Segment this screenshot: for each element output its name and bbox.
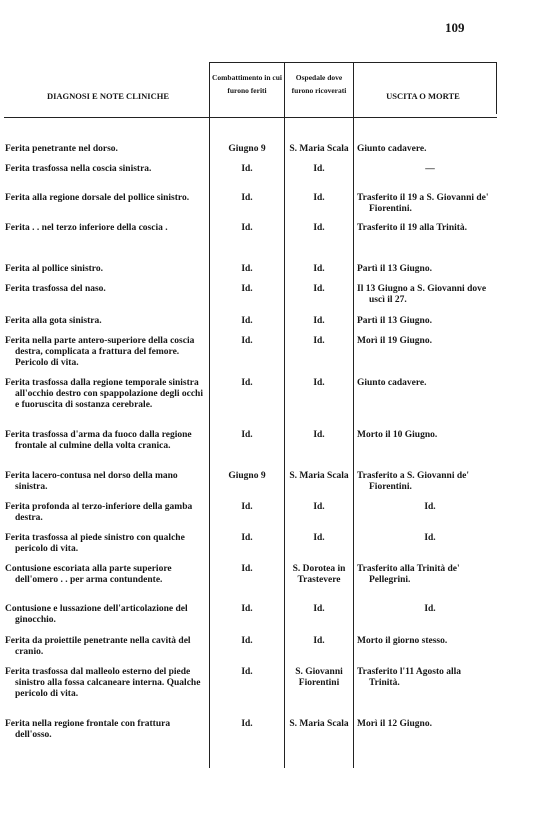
- hospital-cell: S. Giovanni Fiorentini: [295, 667, 343, 688]
- diagnosis-cell: Ferita . . nel terzo inferiore della coscia .: [5, 223, 168, 233]
- diagnosis-cell: Ferita profonda al terzo-inferiore della gamba destra.: [5, 502, 193, 523]
- outcome-cell: Trasferito il 19 a S. Giovanni de' Fiorentini.: [357, 193, 489, 214]
- date-cell: Giugno 9: [228, 471, 266, 481]
- outcome-cell: Il 13 Giugno a S. Giovanni dove uscì il 27.: [357, 284, 487, 305]
- diagnosis-cell: Ferita trasfossa del naso.: [5, 284, 106, 294]
- outcome-cell: Trasferito a S. Giovanni de' Fiorentini.: [357, 471, 469, 492]
- outcome-cell: —: [425, 164, 435, 174]
- date-cell: Id.: [241, 316, 253, 326]
- diagnosis-cell: Ferita alla gota sinistra.: [5, 316, 102, 326]
- diagnosis-cell: Ferita da proiettile penetrante nella cavità del cranio.: [5, 636, 191, 657]
- outcome-cell: Morto il 10 Giugno.: [357, 430, 438, 440]
- outcome-cell: Trasferito alla Trinità de' Pellegrini.: [357, 564, 460, 585]
- hospital-cell: Id.: [313, 336, 325, 346]
- hospital-cell: Id.: [313, 378, 325, 388]
- column-divider: [353, 62, 354, 768]
- outcome-cell: Giunto cadavere.: [357, 144, 427, 154]
- diagnosis-cell: Ferita trasfossa al piede sinistro con qualche pericolo di vita.: [5, 533, 185, 554]
- date-cell: Id.: [241, 636, 253, 646]
- hospital-cell: Id.: [313, 264, 325, 274]
- hospital-cell: Id.: [313, 193, 325, 203]
- diagnosis-cell: Ferita nella regione frontale con frattura dell'osso.: [5, 719, 171, 740]
- diagnosis-cell: Ferita al pollice sinistro.: [5, 264, 103, 274]
- outcome-cell: Partì il 13 Giugno.: [357, 316, 432, 326]
- page-number: 109: [445, 20, 465, 35]
- date-cell: Id.: [241, 719, 253, 729]
- hospital-cell: S. Maria Scala: [289, 471, 349, 481]
- hospital-cell: Id.: [313, 604, 325, 614]
- hospital-cell: Id.: [313, 164, 325, 174]
- hospital-cell: Id.: [313, 316, 325, 326]
- outcome-cell: Morto il giorno stesso.: [357, 636, 448, 646]
- outcome-cell: Morì il 19 Giugno.: [357, 336, 432, 346]
- header-hospital: Ospedale dove furono ricoverati: [291, 73, 347, 95]
- diagnosis-cell: Ferita penetrante nel dorso.: [5, 144, 118, 154]
- hospital-cell: Id.: [313, 223, 325, 233]
- date-cell: Id.: [241, 564, 253, 574]
- diagnosis-cell: Ferita lacero-contusa nel dorso della mano sinistra.: [5, 471, 178, 492]
- date-cell: Id.: [241, 193, 253, 203]
- header-combat: Combattimento in cui furono feriti: [212, 73, 282, 95]
- table-header-top-rule: [209, 62, 497, 63]
- date-cell: Id.: [241, 430, 253, 440]
- hospital-cell: Id.: [313, 636, 325, 646]
- outcome-cell: Trasferito l'11 Agosto alla Trinità.: [357, 667, 462, 688]
- hospital-cell: S. Maria Scala: [289, 144, 349, 154]
- date-cell: Id.: [241, 667, 253, 677]
- date-cell: Giugno 9: [228, 144, 266, 154]
- header-outcome: USCITA O MORTE: [386, 91, 460, 101]
- date-cell: Id.: [241, 533, 253, 543]
- date-cell: Id.: [241, 336, 253, 346]
- hospital-cell: Id.: [313, 533, 325, 543]
- header-diagnosis: DIAGNOSI E NOTE CLINICHE: [46, 91, 170, 101]
- date-cell: Id.: [241, 223, 253, 233]
- column-divider: [209, 62, 210, 768]
- diagnosis-cell: Contusione e lussazione dell'articolazione del ginocchio.: [5, 604, 188, 625]
- diagnosis-cell: Contusione escoriata alla parte superiore dell'omero . . per arma contundente.: [5, 564, 172, 585]
- diagnosis-cell: Ferita trasfossa dalla regione temporale sinistra all'occhio destro con spappolazione degli occhi e fuoruscita di sostanza cerebrale.: [5, 378, 203, 410]
- diagnosis-cell: Ferita trasfossa nella coscia sinistra.: [5, 164, 152, 174]
- diagnosis-cell: Ferita alla regione dorsale del pollice sinistro.: [5, 193, 190, 203]
- hospital-cell: Id.: [313, 430, 325, 440]
- outcome-cell: Giunto cadavere.: [357, 378, 427, 388]
- outcome-cell: Partì il 13 Giugno.: [357, 264, 432, 274]
- diagnosis-cell: Ferita trasfossa dal malleolo esterno del piede sinistro alla fossa calcaneare interna. Qualche pericolo di vita.: [5, 667, 201, 699]
- hospital-cell: Id.: [313, 284, 325, 294]
- table-header-bottom-rule: [4, 117, 497, 118]
- outcome-cell: Id.: [424, 533, 436, 543]
- outcome-cell: Trasferito il 19 alla Trinità.: [357, 223, 468, 233]
- outcome-cell: Id.: [424, 502, 436, 512]
- hospital-cell: S. Maria Scala: [289, 719, 349, 729]
- outcome-cell: Id.: [424, 604, 436, 614]
- date-cell: Id.: [241, 284, 253, 294]
- hospital-cell: Id.: [313, 502, 325, 512]
- date-cell: Id.: [241, 378, 253, 388]
- hospital-cell: S. Dorotea in Trastevere: [292, 564, 346, 585]
- outcome-cell: Morì il 12 Giugno.: [357, 719, 432, 729]
- date-cell: Id.: [241, 604, 253, 614]
- column-divider: [284, 62, 285, 768]
- date-cell: Id.: [241, 164, 253, 174]
- table-right-border: [496, 62, 497, 114]
- date-cell: Id.: [241, 264, 253, 274]
- date-cell: Id.: [241, 502, 253, 512]
- diagnosis-cell: Ferita nella parte antero-superiore della coscia destra, complicata a frattura del femore. Pericolo di vita.: [5, 336, 195, 368]
- diagnosis-cell: Ferita trasfossa d'arma da fuoco dalla regione frontale al culmine della volta cranica.: [5, 430, 192, 451]
